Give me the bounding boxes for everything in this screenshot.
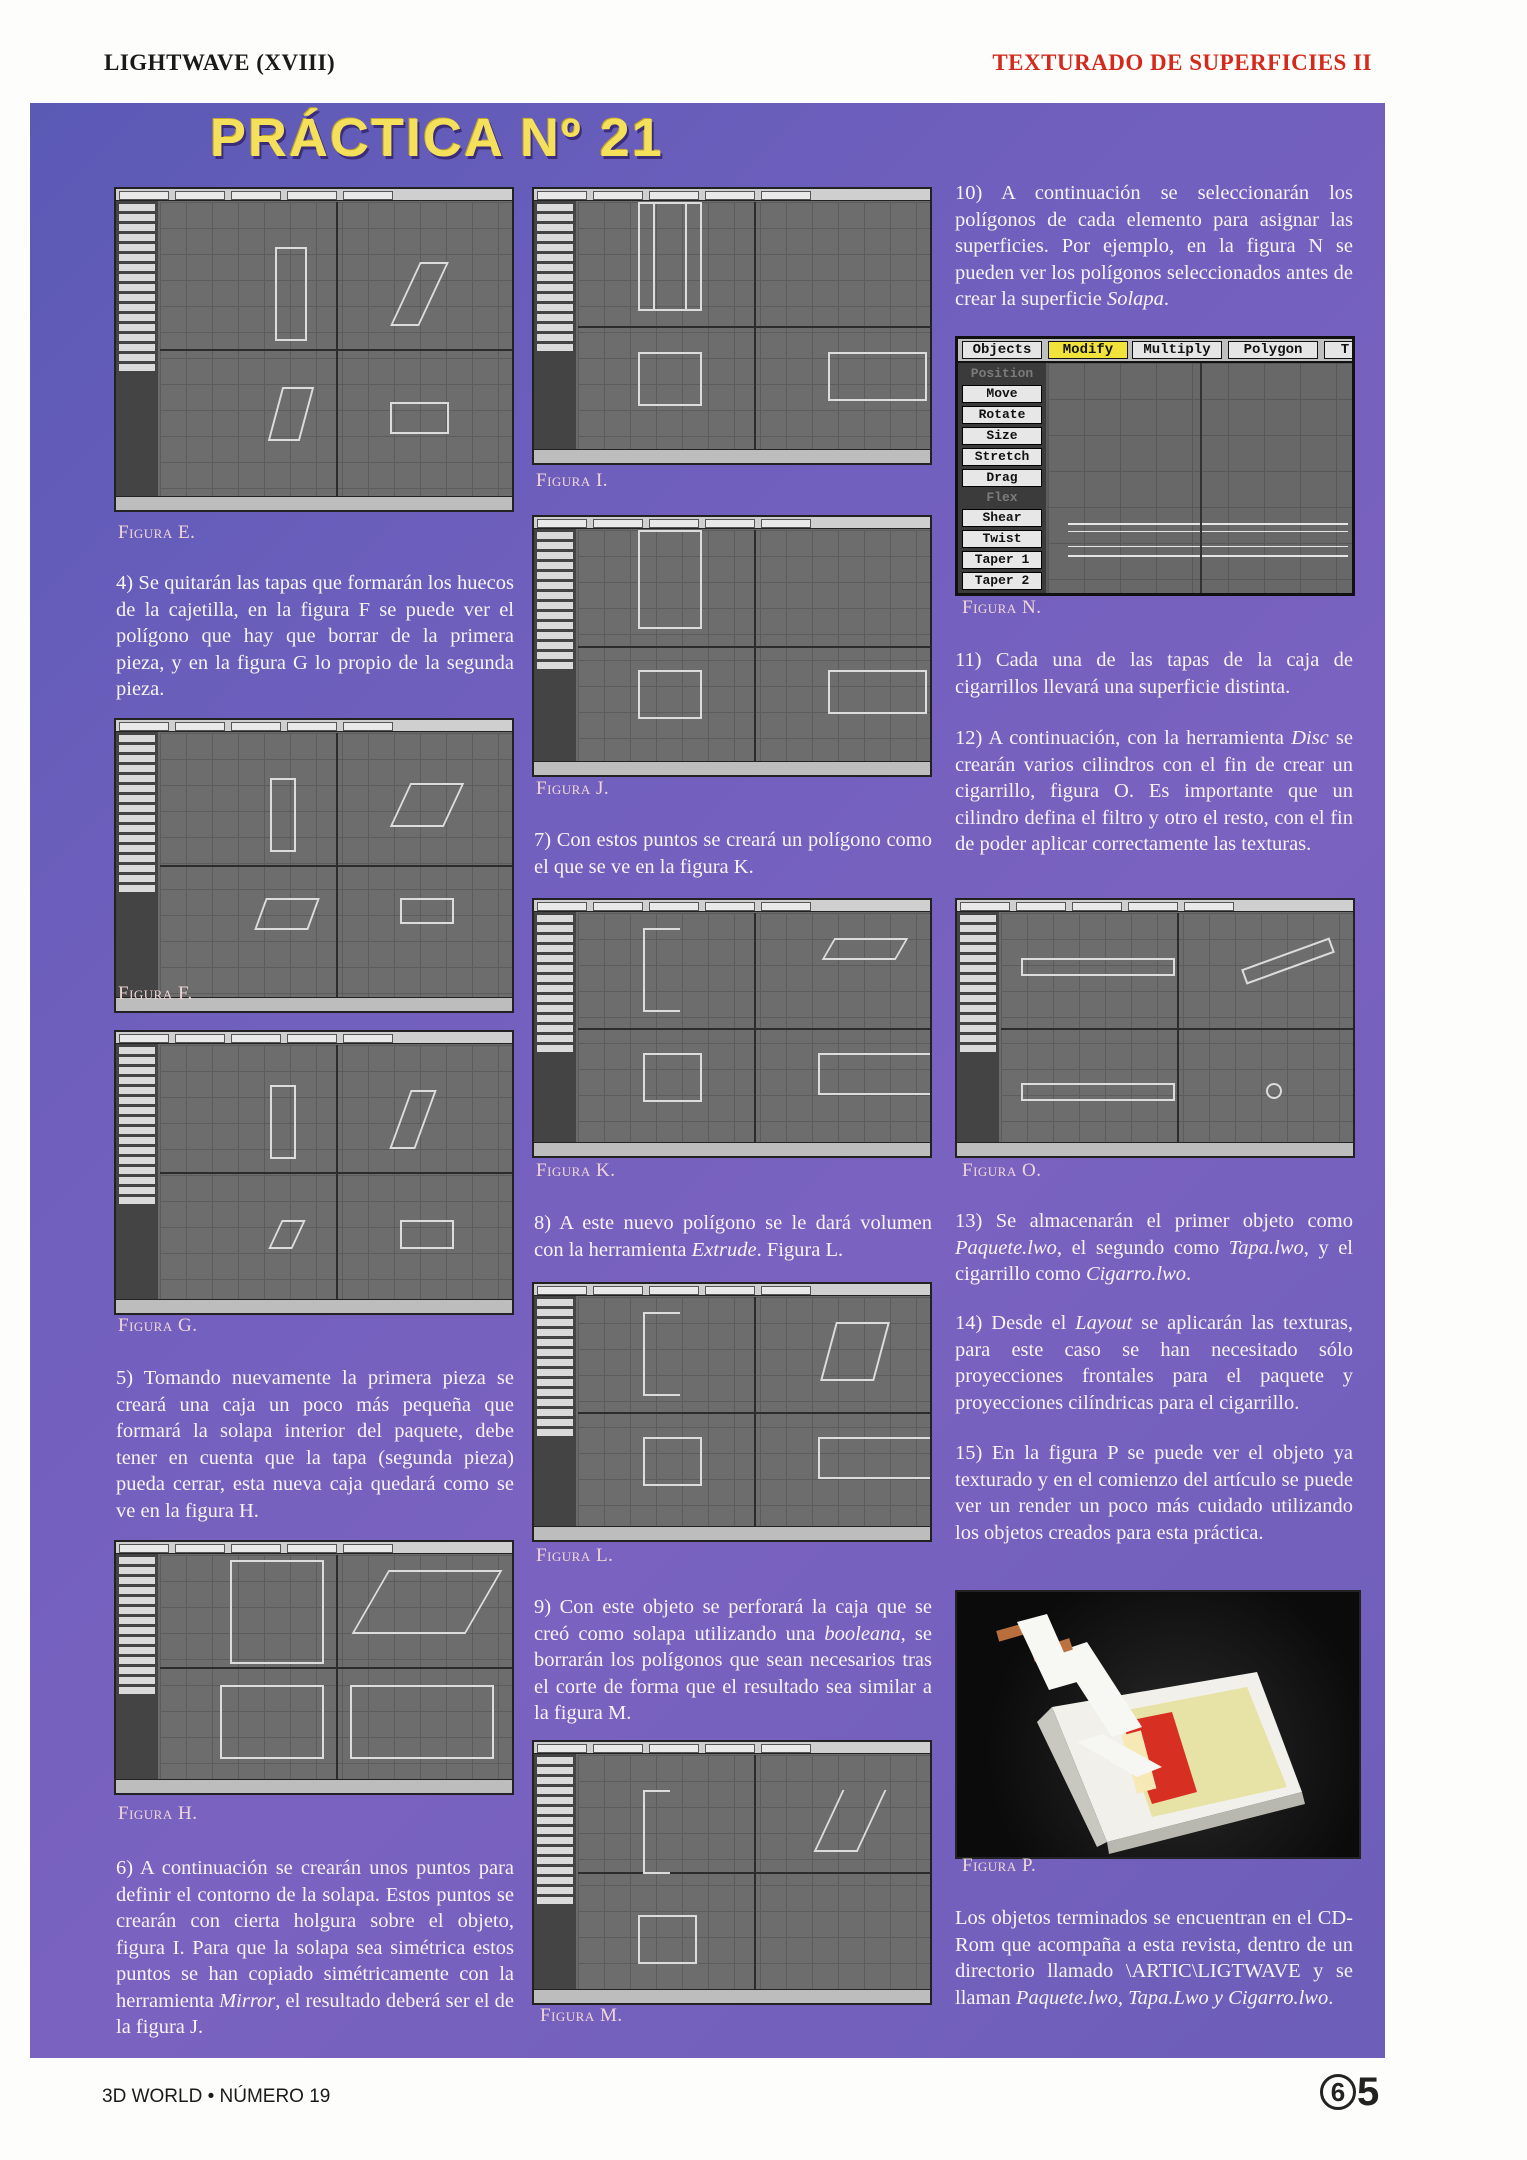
page-number-rest: 5 [1357, 2070, 1380, 2115]
paragraph-8 [534, 1210, 932, 1263]
paragraph-6-text-a: 6) A continuación se crearán unos puntos para definir el contorno de la solapa. Estos puntos se crearán con cierta holgura sobre el objeto, figura I. Para que la solapa sea simétrica estos puntos se han copiado simétricamente con la herramienta [116, 1857, 514, 2012]
paragraph-10 [955, 180, 1353, 313]
bend-button[interactable] [962, 593, 1042, 596]
twist-button[interactable]: Twist [962, 530, 1042, 548]
figure-o [955, 898, 1355, 1158]
tab-multiply[interactable]: Multiply [1132, 341, 1222, 359]
paragraph-9-tool: booleana [824, 1622, 901, 1645]
group-flex-label: Flex [986, 490, 1018, 505]
paragraph-5: 5) Tomando nuevamente la primera pieza se creará una caja un poco más pequeña que formará la solapa interior del paquete, debe tener en cuenta que la tapa (segunda pieza) pueda cerrar, esta nueva caja quedará como se ve en la figura H. [116, 1367, 514, 1522]
paragraph-13-text-c: , y el cigarrillo como [955, 1236, 1353, 1285]
drag-button[interactable]: Drag [962, 469, 1042, 487]
paragraph-14-name: Layout [1075, 1312, 1133, 1334]
paragraph-final-text-b: . [1328, 1986, 1334, 2009]
paragraph-13-file2: Tapa.lwo [1228, 1236, 1304, 1259]
tab-overflow[interactable]: T [1324, 341, 1355, 359]
caption-figure-g: Figura G. [118, 1315, 198, 1336]
paragraph-final-text-a: Los objetos terminados se encuentran en el CD-Rom que acompaña a esta revista, dentro de un directorio llamado \ARTIC\LIGTWAVE y se llaman [955, 1907, 1353, 2009]
group-position-label: Position [970, 366, 1034, 381]
footer-magazine: 3D WORLD • NÚMERO 19 [102, 2086, 331, 2107]
caption-figure-i: Figura I. [536, 470, 609, 491]
caption-figure-k: Figura K. [536, 1160, 616, 1181]
page-title: PRÁCTICA Nº 21 [210, 108, 664, 168]
caption-figure-f: Figura F. [118, 983, 193, 1004]
paragraph-14 [955, 1310, 1353, 1416]
paragraph-6-tool: Mirror [219, 1989, 276, 2012]
header-right: TEXTURADO DE SUPERFICIES II [992, 50, 1372, 75]
paragraph-8-tool: Extrude [691, 1238, 757, 1261]
figure-k [532, 898, 932, 1158]
page-number-circle: 6 [1320, 2074, 1356, 2110]
paragraph-4: 4) Se quitarán las tapas que formarán los huecos de la cajetilla, en la figura F se puede ver el polígono que hay que borrar de la primera pieza, y en la figura G lo propio de la segunda pieza. [116, 572, 514, 700]
header-left: LIGHTWAVE (XVIII) [104, 50, 336, 75]
paragraph-12-text-a: 12) A continuación, con la herramienta [955, 727, 1292, 749]
figure-h [114, 1540, 514, 1795]
paragraph-13-text-b: , el segundo como [1056, 1236, 1229, 1259]
move-button[interactable]: Move [962, 385, 1042, 403]
paragraph-7: 7) Con estos puntos se creará un polígono como el que se ve en la figura K. [534, 829, 932, 878]
paragraph-12-tool: Disc [1291, 727, 1329, 749]
paragraph-9-text-a: 9) Con este objeto se perforará la caja que se creó como solapa utilizando una [534, 1596, 932, 1645]
caption-figure-l: Figura L. [536, 1545, 614, 1566]
tab-polygon[interactable]: Polygon [1228, 341, 1318, 359]
paragraph-13-file3: Cigarro.lwo [1085, 1263, 1186, 1285]
figure-j [532, 515, 932, 777]
caption-figure-p: Figura P. [962, 1855, 1037, 1876]
figure-p-render [955, 1590, 1361, 1859]
paragraph-13 [955, 1208, 1353, 1288]
modeler-viewport[interactable] [1048, 363, 1352, 593]
paragraph-10-text-b: . [1163, 288, 1170, 310]
paragraph-6 [116, 1855, 514, 2041]
paragraph-14-text-a: 14) Desde el [955, 1312, 1076, 1334]
paragraph-12 [955, 725, 1353, 858]
figure-i [532, 187, 932, 465]
caption-figure-e: Figura E. [118, 522, 196, 543]
figure-e [114, 187, 514, 512]
rotate-button[interactable]: Rotate [962, 406, 1042, 424]
page-number [1320, 2068, 1380, 2113]
caption-figure-j: Figura J. [536, 778, 610, 799]
taper2-button[interactable]: Taper 2 [962, 572, 1042, 590]
tab-modify[interactable]: Modify [1048, 341, 1128, 359]
figure-f [114, 718, 514, 1013]
figure-g [114, 1030, 514, 1315]
paragraph-12-text-b: se crearán varios cilindros con el fin de crear un cigarrillo, figura O. Es importante que un cilindro defina el filtro y otro el resto, con el fin de poder aplicar correctamente las texturas. [955, 727, 1354, 855]
paragraph-14-text-b: se aplicarán las texturas, para este caso se han necesitado sólo proyecciones frontales para el paquete y proyecciones cilíndricas para el cigarrillo. [955, 1312, 1353, 1414]
figure-m [532, 1740, 932, 2005]
figure-l [532, 1282, 932, 1542]
paragraph-13-text-d: . [1186, 1263, 1192, 1285]
paragraph-final [955, 1905, 1353, 2011]
paragraph-13-text-a: 13) Se almacenarán el primer objeto como [955, 1210, 1353, 1232]
paragraph-8-text-a: 8) A este nuevo polígono se le dará volumen con la herramienta [534, 1212, 932, 1261]
stretch-button[interactable]: Stretch [962, 448, 1042, 466]
paragraph-10-name: Solapa [1106, 288, 1164, 310]
paragraph-9-text-b: , se borrarán los polígonos que sean necesarios tras el corte de forma que el resultado sea similar a la figura M. [534, 1622, 932, 1724]
size-button[interactable]: Size [962, 427, 1042, 445]
tab-objects[interactable]: Objects [962, 341, 1042, 359]
caption-figure-o: Figura O. [962, 1160, 1042, 1181]
paragraph-10-text-a: 10) A continuación se seleccionarán los polígonos de cada elemento para asignar las superficies. Por ejemplo, en la figura N se pueden ver los polígonos seleccionados antes de crear la superficie [955, 182, 1353, 310]
caption-figure-h: Figura H. [118, 1803, 198, 1824]
paragraph-6-text-b: , el resultado deberá ser el de la figura J. [116, 1989, 515, 2038]
caption-figure-n: Figura N. [962, 597, 1042, 618]
taper1-button[interactable]: Taper 1 [962, 551, 1042, 569]
shear-button[interactable]: Shear [962, 509, 1042, 527]
figure-n-modeler [955, 336, 1355, 596]
paragraph-11: 11) Cada una de las tapas de la caja de cigarrillos llevará una superficie distinta. [955, 649, 1353, 698]
paragraph-9 [534, 1594, 932, 1727]
caption-figure-m: Figura M. [540, 2005, 623, 2026]
paragraph-8-text-b: . Figura L. [756, 1238, 844, 1261]
paragraph-final-files: Paquete.lwo, Tapa.Lwo y Cigarro.lwo [1015, 1986, 1329, 2009]
paragraph-15: 15) En la figura P se puede ver el objeto ya texturado y en el comienzo del artículo se puede ver un render un poco más cuidado utilizando los objetos creados para esta práctica. [955, 1442, 1353, 1544]
paragraph-13-file1: Paquete.lwo [955, 1236, 1057, 1259]
